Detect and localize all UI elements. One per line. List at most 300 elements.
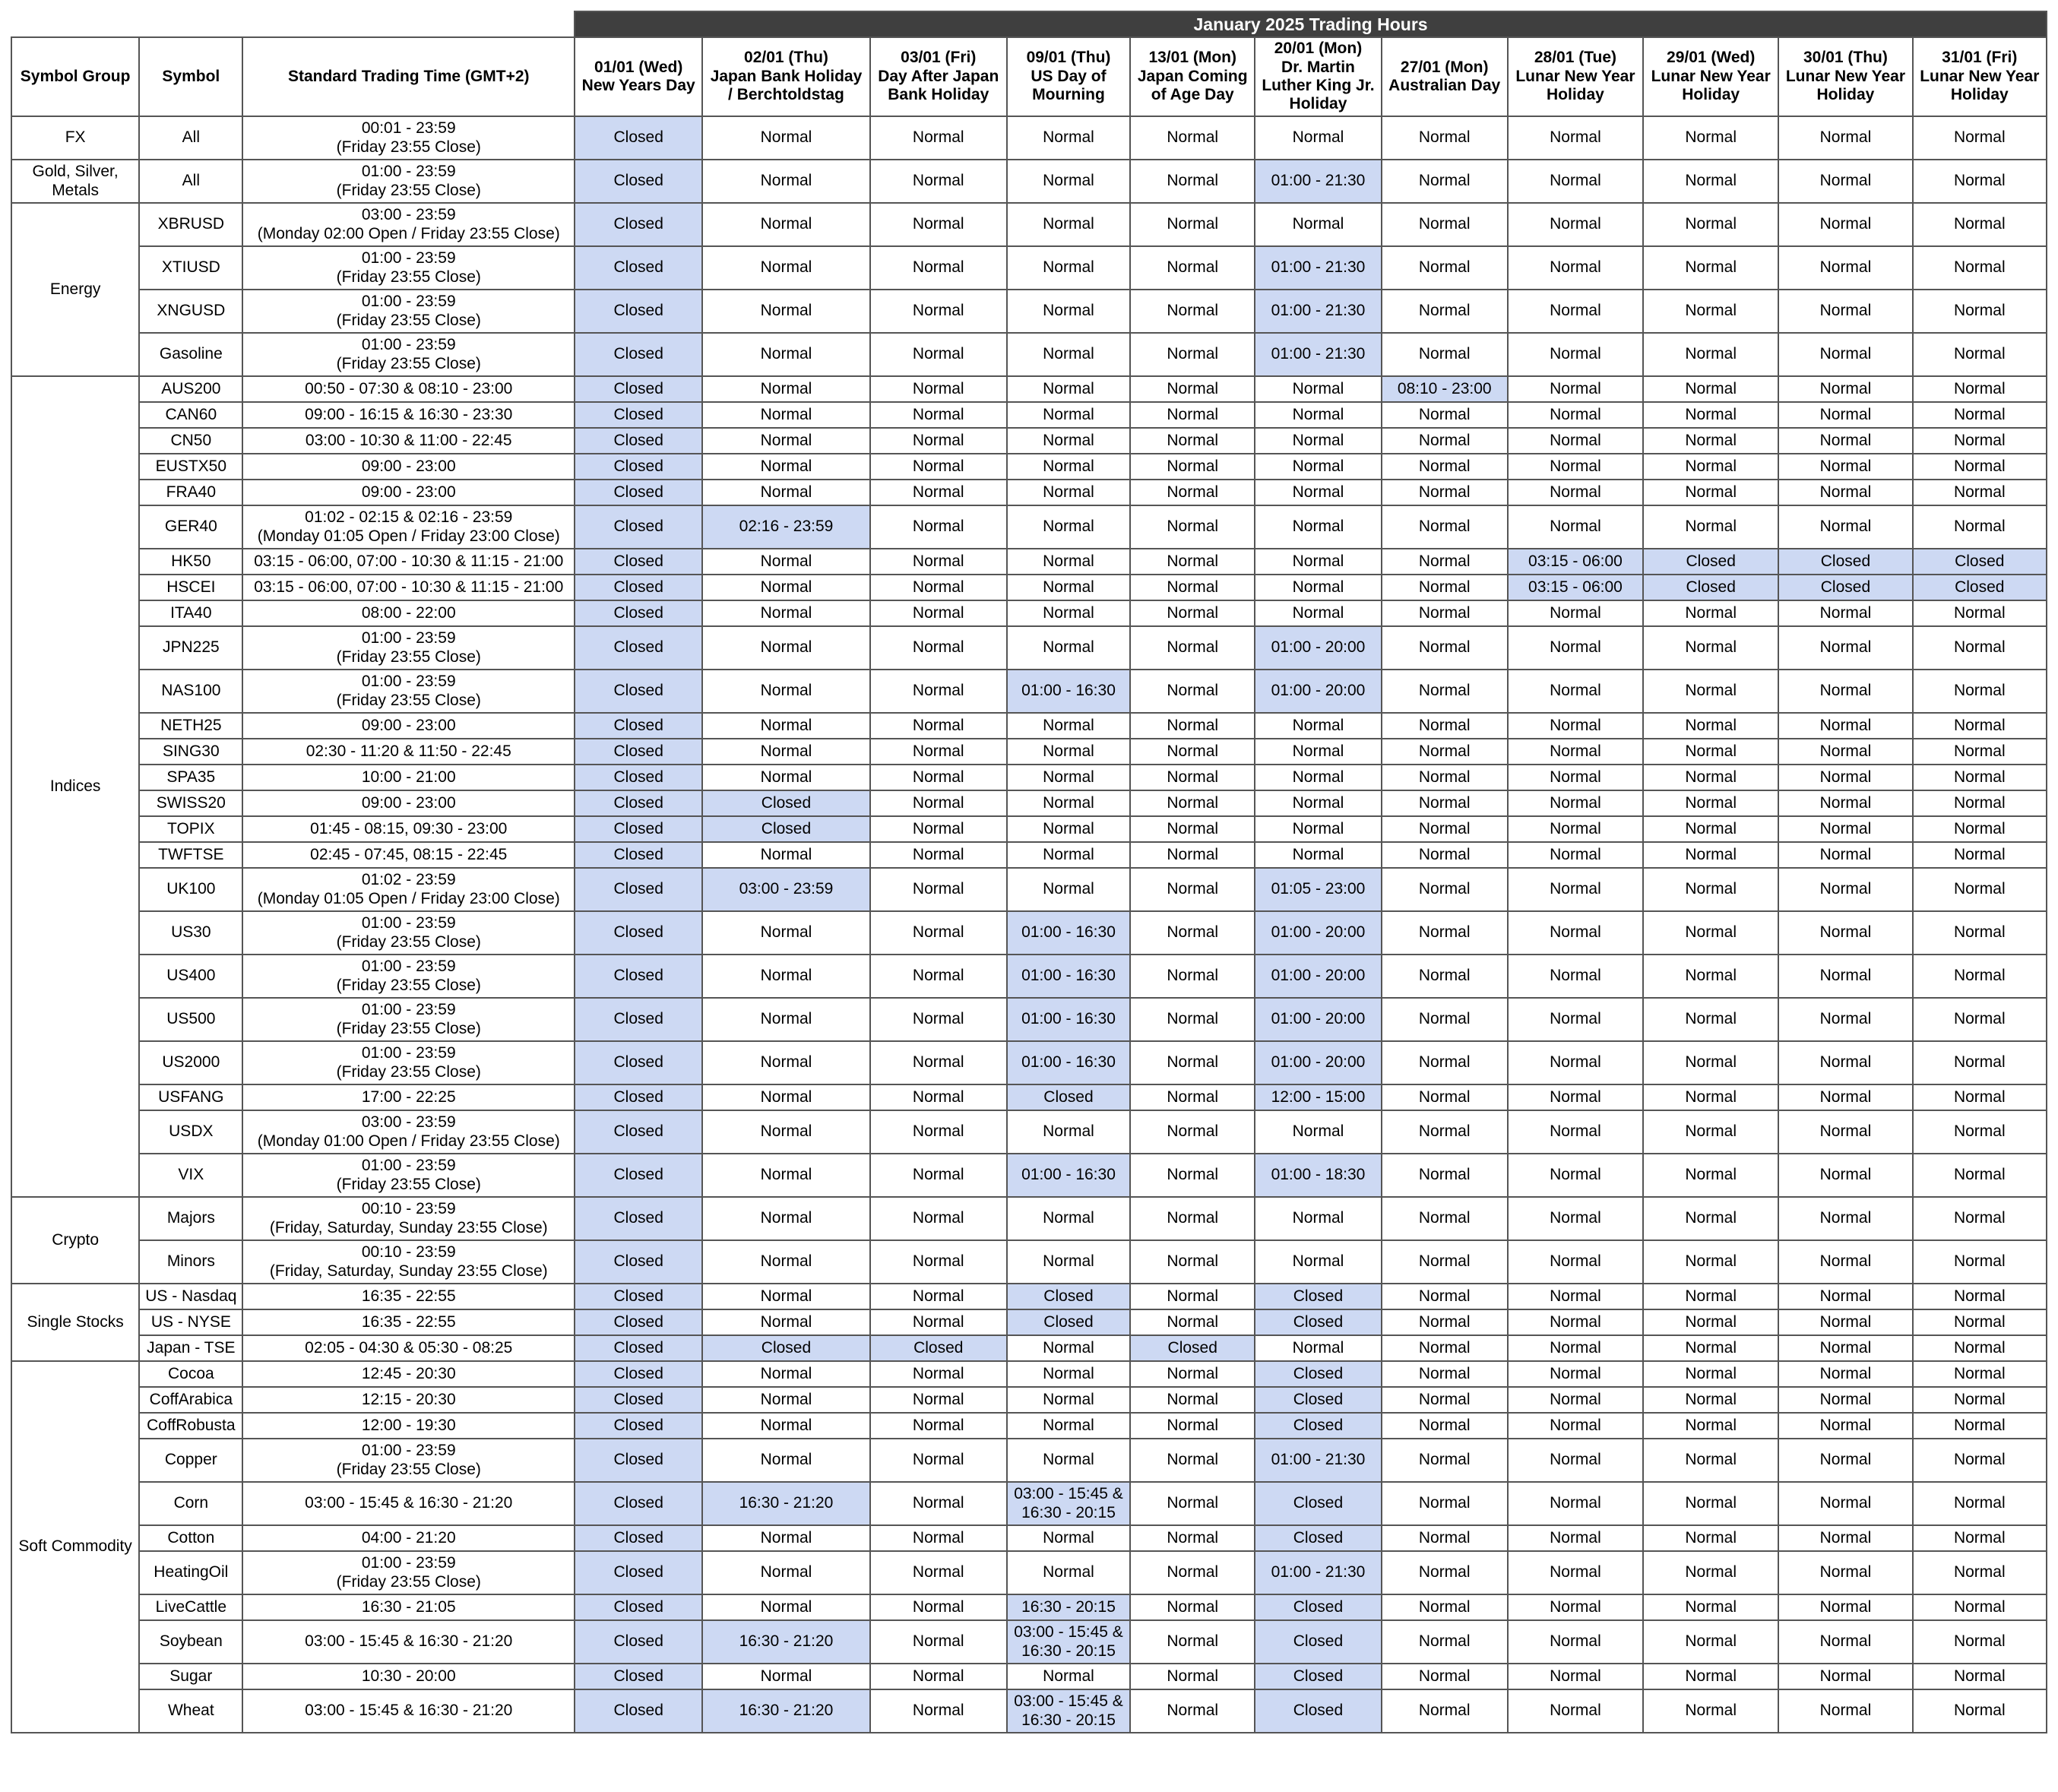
- day-hours-cell: Normal: [870, 739, 1007, 765]
- day-hours-cell: Closed: [575, 1664, 702, 1689]
- day-hours-cell: Closed: [575, 1197, 702, 1240]
- day-hours-cell: Normal: [702, 1361, 869, 1387]
- day-hours-cell: Normal: [1778, 955, 1912, 998]
- day-hours-cell: Normal: [1643, 454, 1778, 480]
- day-hours-cell: Normal: [702, 402, 869, 428]
- day-hours-cell: Normal: [1255, 428, 1381, 454]
- day-hours-cell: Normal: [1643, 842, 1778, 868]
- day-hours-cell: Normal: [1130, 739, 1255, 765]
- day-hours-cell: Normal: [1007, 868, 1130, 911]
- day-hours-cell: Normal: [870, 842, 1007, 868]
- day-hours-cell: Normal: [702, 290, 869, 333]
- day-hours-cell: Normal: [870, 402, 1007, 428]
- standard-time-cell: 09:00 - 16:15 & 16:30 - 23:30: [242, 402, 575, 428]
- col-header-day: 01/01 (Wed) New Years Day: [575, 37, 702, 116]
- day-hours-cell: Normal: [1382, 1439, 1508, 1482]
- day-hours-cell: Closed: [1007, 1084, 1130, 1110]
- day-hours-cell: Closed: [575, 1387, 702, 1413]
- day-hours-cell: Normal: [1508, 600, 1643, 626]
- day-hours-cell: Normal: [1255, 765, 1381, 790]
- day-hours-cell: Normal: [1778, 998, 1912, 1041]
- col-header-day: 31/01 (Fri) Lunar New Year Holiday: [1913, 37, 2047, 116]
- day-hours-cell: Normal: [1130, 1482, 1255, 1525]
- day-hours-cell: Normal: [1130, 998, 1255, 1041]
- day-hours-cell: Normal: [1508, 842, 1643, 868]
- day-hours-cell: Normal: [1382, 1594, 1508, 1620]
- day-hours-cell: Normal: [1508, 739, 1643, 765]
- day-hours-cell: Normal: [870, 1620, 1007, 1664]
- symbol-cell: USDX: [139, 1110, 242, 1154]
- day-hours-cell: Closed: [702, 816, 869, 842]
- symbol-cell: Majors: [139, 1197, 242, 1240]
- table-row: [11, 203, 2047, 246]
- day-hours-cell: Normal: [1508, 376, 1643, 402]
- day-hours-cell: Normal: [1508, 670, 1643, 713]
- day-hours-cell: Normal: [1130, 1689, 1255, 1733]
- day-hours-cell: Normal: [1913, 739, 2047, 765]
- standard-time-cell: 01:45 - 08:15, 09:30 - 23:00: [242, 816, 575, 842]
- symbol-cell: XTIUSD: [139, 246, 242, 290]
- day-hours-cell: Closed: [575, 868, 702, 911]
- day-hours-cell: Closed: [575, 1335, 702, 1361]
- day-hours-cell: Normal: [1508, 1041, 1643, 1084]
- symbol-cell: AUS200: [139, 376, 242, 402]
- day-hours-cell: 03:00 - 23:59: [702, 868, 869, 911]
- day-hours-cell: Normal: [1255, 842, 1381, 868]
- standard-time-cell: 01:00 - 23:59 (Friday 23:55 Close): [242, 1551, 575, 1594]
- day-hours-cell: 01:00 - 16:30: [1007, 1154, 1130, 1197]
- symbol-cell: SWISS20: [139, 790, 242, 816]
- day-hours-cell: Normal: [1643, 402, 1778, 428]
- table-row: [11, 1110, 2047, 1154]
- day-hours-cell: Normal: [1643, 1594, 1778, 1620]
- day-hours-cell: Normal: [1778, 116, 1912, 160]
- symbol-cell: US - NYSE: [139, 1309, 242, 1335]
- day-hours-cell: Normal: [1643, 765, 1778, 790]
- day-hours-cell: Normal: [702, 575, 869, 600]
- day-hours-cell: Closed: [575, 1361, 702, 1387]
- day-hours-cell: Normal: [870, 868, 1007, 911]
- day-hours-cell: Normal: [1778, 1551, 1912, 1594]
- table-row: [11, 600, 2047, 626]
- day-hours-cell: Normal: [1130, 1240, 1255, 1284]
- day-hours-cell: Normal: [1007, 116, 1130, 160]
- day-hours-cell: Normal: [1778, 376, 1912, 402]
- day-hours-cell: Normal: [1913, 1482, 2047, 1525]
- day-hours-cell: Closed: [1913, 575, 2047, 600]
- day-hours-cell: Closed: [575, 955, 702, 998]
- day-hours-cell: Normal: [870, 816, 1007, 842]
- day-hours-cell: Normal: [1778, 1482, 1912, 1525]
- day-hours-cell: Normal: [1913, 428, 2047, 454]
- table-body: [11, 116, 2047, 1733]
- day-hours-cell: Normal: [1778, 1413, 1912, 1439]
- day-hours-cell: Normal: [870, 765, 1007, 790]
- day-hours-cell: Normal: [1130, 1041, 1255, 1084]
- day-hours-cell: Normal: [702, 1197, 869, 1240]
- symbol-cell: Cotton: [139, 1525, 242, 1551]
- day-hours-cell: Normal: [1382, 160, 1508, 203]
- symbol-cell: USFANG: [139, 1084, 242, 1110]
- day-hours-cell: Normal: [1508, 116, 1643, 160]
- day-hours-cell: Normal: [1007, 203, 1130, 246]
- day-hours-cell: Normal: [1778, 1664, 1912, 1689]
- day-hours-cell: Normal: [1778, 1110, 1912, 1154]
- day-hours-cell: Normal: [1382, 428, 1508, 454]
- day-hours-cell: Normal: [1643, 376, 1778, 402]
- day-hours-cell: Normal: [1778, 203, 1912, 246]
- table-row: [11, 575, 2047, 600]
- day-hours-cell: Normal: [1130, 1439, 1255, 1482]
- day-hours-cell: Normal: [1007, 790, 1130, 816]
- day-hours-cell: Normal: [1508, 1284, 1643, 1309]
- day-hours-cell: Normal: [1778, 505, 1912, 549]
- day-hours-cell: Closed: [575, 998, 702, 1041]
- day-hours-cell: Normal: [1643, 1689, 1778, 1733]
- day-hours-cell: Normal: [870, 1084, 1007, 1110]
- day-hours-cell: Normal: [1643, 505, 1778, 549]
- table-row: [11, 1361, 2047, 1387]
- day-hours-cell: Normal: [702, 1551, 869, 1594]
- day-hours-cell: Normal: [1130, 1525, 1255, 1551]
- day-hours-cell: Normal: [1643, 203, 1778, 246]
- day-hours-cell: 01:00 - 20:00: [1255, 1041, 1381, 1084]
- day-hours-cell: Normal: [1255, 816, 1381, 842]
- standard-time-cell: 01:00 - 23:59 (Friday 23:55 Close): [242, 626, 575, 670]
- standard-time-cell: 00:01 - 23:59 (Friday 23:55 Close): [242, 116, 575, 160]
- day-hours-cell: Normal: [1382, 402, 1508, 428]
- day-hours-cell: Normal: [870, 1361, 1007, 1387]
- symbol-cell: CoffRobusta: [139, 1413, 242, 1439]
- day-hours-cell: Normal: [870, 428, 1007, 454]
- day-hours-cell: Normal: [1382, 790, 1508, 816]
- day-hours-cell: Normal: [1508, 713, 1643, 739]
- day-hours-cell: Normal: [1130, 1387, 1255, 1413]
- day-hours-cell: Normal: [1913, 1413, 2047, 1439]
- day-hours-cell: 16:30 - 21:20: [702, 1689, 869, 1733]
- day-hours-cell: Normal: [1778, 842, 1912, 868]
- day-hours-cell: 16:30 - 20:15: [1007, 1594, 1130, 1620]
- day-hours-cell: Normal: [1382, 739, 1508, 765]
- symbol-cell: VIX: [139, 1154, 242, 1197]
- day-hours-cell: 01:00 - 21:30: [1255, 246, 1381, 290]
- day-hours-cell: Normal: [1255, 454, 1381, 480]
- table-row: [11, 1387, 2047, 1413]
- day-hours-cell: Normal: [1913, 160, 2047, 203]
- day-hours-cell: Closed: [1255, 1361, 1381, 1387]
- day-hours-cell: Normal: [702, 1284, 869, 1309]
- standard-time-cell: 09:00 - 23:00: [242, 790, 575, 816]
- standard-time-cell: 04:00 - 21:20: [242, 1525, 575, 1551]
- day-hours-cell: Normal: [1007, 428, 1130, 454]
- standard-time-cell: 01:00 - 23:59 (Friday 23:55 Close): [242, 333, 575, 376]
- day-hours-cell: Normal: [702, 480, 869, 505]
- day-hours-cell: Normal: [1382, 713, 1508, 739]
- day-hours-cell: Normal: [1007, 626, 1130, 670]
- day-hours-cell: Normal: [1778, 1309, 1912, 1335]
- day-hours-cell: Normal: [1508, 1361, 1643, 1387]
- day-hours-cell: Normal: [1382, 1154, 1508, 1197]
- symbol-cell: Corn: [139, 1482, 242, 1525]
- day-hours-cell: Normal: [1643, 626, 1778, 670]
- day-hours-cell: Normal: [870, 203, 1007, 246]
- day-hours-cell: Closed: [1255, 1284, 1381, 1309]
- day-hours-cell: Normal: [1382, 1361, 1508, 1387]
- day-hours-cell: Normal: [870, 246, 1007, 290]
- day-hours-cell: Normal: [1130, 1110, 1255, 1154]
- symbol-cell: CoffArabica: [139, 1387, 242, 1413]
- day-hours-cell: Normal: [1643, 868, 1778, 911]
- day-hours-cell: Closed: [1255, 1620, 1381, 1664]
- table-row: [11, 290, 2047, 333]
- day-hours-cell: Normal: [1913, 842, 2047, 868]
- day-hours-cell: Normal: [1508, 998, 1643, 1041]
- day-hours-cell: Normal: [1778, 1525, 1912, 1551]
- standard-time-cell: 02:30 - 11:20 & 11:50 - 22:45: [242, 739, 575, 765]
- day-hours-cell: Closed: [1255, 1413, 1381, 1439]
- symbol-cell: Soybean: [139, 1620, 242, 1664]
- standard-time-cell: 03:00 - 15:45 & 16:30 - 21:20: [242, 1620, 575, 1664]
- col-header-day: 03/01 (Fri) Day After Japan Bank Holiday: [870, 37, 1007, 116]
- day-hours-cell: Normal: [1643, 290, 1778, 333]
- day-hours-cell: Closed: [575, 1041, 702, 1084]
- symbol-cell: UK100: [139, 868, 242, 911]
- standard-time-cell: 09:00 - 23:00: [242, 480, 575, 505]
- day-hours-cell: Normal: [1130, 626, 1255, 670]
- day-hours-cell: Normal: [1778, 290, 1912, 333]
- day-hours-cell: Normal: [1778, 1689, 1912, 1733]
- day-hours-cell: Normal: [1130, 600, 1255, 626]
- day-hours-cell: Normal: [702, 842, 869, 868]
- day-hours-cell: Normal: [1130, 480, 1255, 505]
- day-hours-cell: Normal: [1643, 1413, 1778, 1439]
- standard-time-cell: 16:35 - 22:55: [242, 1284, 575, 1309]
- day-hours-cell: Normal: [1508, 1240, 1643, 1284]
- day-hours-cell: Normal: [1778, 600, 1912, 626]
- day-hours-cell: Normal: [1643, 1110, 1778, 1154]
- day-hours-cell: Closed: [1643, 575, 1778, 600]
- day-hours-cell: Normal: [870, 376, 1007, 402]
- day-hours-cell: Normal: [1255, 790, 1381, 816]
- day-hours-cell: Normal: [1255, 575, 1381, 600]
- day-hours-cell: Normal: [1913, 1551, 2047, 1594]
- day-hours-cell: 01:00 - 21:30: [1255, 290, 1381, 333]
- day-hours-cell: Closed: [575, 290, 702, 333]
- day-hours-cell: Normal: [870, 1284, 1007, 1309]
- symbol-cell: US - Nasdaq: [139, 1284, 242, 1309]
- day-hours-cell: Normal: [1382, 290, 1508, 333]
- day-hours-cell: Normal: [1007, 600, 1130, 626]
- standard-time-cell: 03:00 - 10:30 & 11:00 - 22:45: [242, 428, 575, 454]
- day-hours-cell: Normal: [1382, 333, 1508, 376]
- standard-time-cell: 10:00 - 21:00: [242, 765, 575, 790]
- table-row: [11, 868, 2047, 911]
- day-hours-cell: Normal: [702, 1240, 869, 1284]
- day-hours-cell: Normal: [870, 1110, 1007, 1154]
- table-row: [11, 1154, 2047, 1197]
- day-hours-cell: Normal: [1913, 1041, 2047, 1084]
- day-hours-cell: Normal: [1508, 955, 1643, 998]
- day-hours-cell: Normal: [1643, 1240, 1778, 1284]
- day-hours-cell: Closed: [575, 1620, 702, 1664]
- col-header-day: 27/01 (Mon) Australian Day: [1382, 37, 1508, 116]
- col-header-standard-time: Standard Trading Time (GMT+2): [242, 37, 575, 116]
- day-hours-cell: Normal: [1913, 1197, 2047, 1240]
- day-hours-cell: Normal: [702, 739, 869, 765]
- day-hours-cell: Normal: [1643, 1387, 1778, 1413]
- day-hours-cell: Normal: [1382, 765, 1508, 790]
- symbol-group-cell: Indices: [11, 376, 139, 1197]
- day-hours-cell: Normal: [702, 1309, 869, 1335]
- day-hours-cell: Normal: [1007, 505, 1130, 549]
- day-hours-cell: Normal: [1130, 765, 1255, 790]
- day-hours-cell: Normal: [1382, 549, 1508, 575]
- day-hours-cell: Normal: [1913, 1154, 2047, 1197]
- day-hours-cell: Normal: [1255, 203, 1381, 246]
- day-hours-cell: Closed: [575, 1413, 702, 1439]
- day-hours-cell: 03:00 - 15:45 & 16:30 - 20:15: [1007, 1482, 1130, 1525]
- day-hours-cell: Normal: [1508, 765, 1643, 790]
- symbol-cell: Japan - TSE: [139, 1335, 242, 1361]
- day-hours-cell: Normal: [870, 1551, 1007, 1594]
- day-hours-cell: Normal: [1913, 1439, 2047, 1482]
- day-hours-cell: Normal: [702, 1413, 869, 1439]
- day-hours-cell: Normal: [702, 713, 869, 739]
- day-hours-cell: Normal: [1130, 1551, 1255, 1594]
- day-hours-cell: Normal: [1643, 790, 1778, 816]
- day-hours-cell: Normal: [1382, 1284, 1508, 1309]
- day-hours-cell: Normal: [702, 955, 869, 998]
- day-hours-cell: Normal: [1778, 246, 1912, 290]
- symbol-group-cell: FX: [11, 116, 139, 160]
- day-hours-cell: Normal: [1382, 1110, 1508, 1154]
- day-hours-cell: Closed: [575, 911, 702, 955]
- day-hours-cell: Normal: [1643, 600, 1778, 626]
- table-row: [11, 376, 2047, 402]
- standard-time-cell: 03:15 - 06:00, 07:00 - 10:30 & 11:15 - 21:00: [242, 575, 575, 600]
- day-hours-cell: Normal: [1778, 1361, 1912, 1387]
- standard-time-cell: 09:00 - 23:00: [242, 454, 575, 480]
- standard-time-cell: 08:00 - 22:00: [242, 600, 575, 626]
- day-hours-cell: 16:30 - 21:20: [702, 1482, 869, 1525]
- day-hours-cell: Normal: [702, 333, 869, 376]
- day-hours-cell: Closed: [575, 1482, 702, 1525]
- day-hours-cell: Closed: [702, 1335, 869, 1361]
- standard-time-cell: 01:00 - 23:59 (Friday 23:55 Close): [242, 670, 575, 713]
- day-hours-cell: Normal: [1643, 1041, 1778, 1084]
- day-hours-cell: Normal: [870, 1154, 1007, 1197]
- day-hours-cell: Normal: [1130, 428, 1255, 454]
- day-hours-cell: Normal: [1913, 790, 2047, 816]
- col-header-symbol-group: Symbol Group: [11, 37, 139, 116]
- blank-corner: [11, 11, 575, 37]
- day-hours-cell: Normal: [1508, 1309, 1643, 1335]
- day-hours-cell: Normal: [1913, 1110, 2047, 1154]
- day-hours-cell: Normal: [1643, 955, 1778, 998]
- day-hours-cell: Normal: [1643, 1154, 1778, 1197]
- day-hours-cell: Normal: [1255, 713, 1381, 739]
- day-hours-cell: Normal: [870, 1041, 1007, 1084]
- standard-time-cell: 01:00 - 23:59 (Friday 23:55 Close): [242, 246, 575, 290]
- day-hours-cell: Normal: [1508, 1620, 1643, 1664]
- day-hours-cell: Normal: [1007, 1361, 1130, 1387]
- day-hours-cell: Normal: [1643, 713, 1778, 739]
- day-hours-cell: Normal: [1382, 626, 1508, 670]
- day-hours-cell: Normal: [702, 1525, 869, 1551]
- day-hours-cell: Normal: [702, 116, 869, 160]
- day-hours-cell: Normal: [1130, 1154, 1255, 1197]
- day-hours-cell: Normal: [1130, 1284, 1255, 1309]
- table-row: [11, 670, 2047, 713]
- day-hours-cell: Normal: [1382, 816, 1508, 842]
- day-hours-cell: Normal: [1643, 1525, 1778, 1551]
- day-hours-cell: Normal: [1778, 911, 1912, 955]
- day-hours-cell: Closed: [1255, 1309, 1381, 1335]
- day-hours-cell: Normal: [1130, 1594, 1255, 1620]
- standard-time-cell: 03:15 - 06:00, 07:00 - 10:30 & 11:15 - 21:00: [242, 549, 575, 575]
- day-hours-cell: Normal: [870, 1197, 1007, 1240]
- day-hours-cell: Normal: [1007, 1240, 1130, 1284]
- day-hours-cell: Normal: [1643, 428, 1778, 454]
- symbol-cell: US30: [139, 911, 242, 955]
- day-hours-cell: Normal: [1643, 116, 1778, 160]
- day-hours-cell: Normal: [1913, 203, 2047, 246]
- day-hours-cell: Normal: [1508, 1197, 1643, 1240]
- table-row: [11, 1309, 2047, 1335]
- day-hours-cell: Normal: [1913, 713, 2047, 739]
- day-hours-cell: Normal: [870, 790, 1007, 816]
- day-hours-cell: Normal: [1382, 575, 1508, 600]
- day-hours-cell: Closed: [575, 1689, 702, 1733]
- day-hours-cell: Normal: [702, 1664, 869, 1689]
- day-hours-cell: Normal: [702, 428, 869, 454]
- day-hours-cell: Normal: [1007, 1525, 1130, 1551]
- day-hours-cell: Normal: [1382, 454, 1508, 480]
- day-hours-cell: Normal: [1778, 480, 1912, 505]
- symbol-group-cell: Crypto: [11, 1197, 139, 1284]
- day-hours-cell: Normal: [1643, 1361, 1778, 1387]
- day-hours-cell: Normal: [1778, 1439, 1912, 1482]
- day-hours-cell: Closed: [1255, 1594, 1381, 1620]
- day-hours-cell: Normal: [1130, 1197, 1255, 1240]
- day-hours-cell: Normal: [1643, 911, 1778, 955]
- day-hours-cell: Normal: [702, 670, 869, 713]
- day-hours-cell: Normal: [1643, 333, 1778, 376]
- day-hours-cell: Normal: [870, 1482, 1007, 1525]
- day-hours-cell: Closed: [575, 1309, 702, 1335]
- day-hours-cell: Normal: [870, 575, 1007, 600]
- day-hours-cell: Normal: [1130, 549, 1255, 575]
- day-hours-cell: Normal: [1913, 670, 2047, 713]
- day-hours-cell: Normal: [1382, 1413, 1508, 1439]
- day-hours-cell: Normal: [870, 1387, 1007, 1413]
- day-hours-cell: Normal: [1007, 246, 1130, 290]
- day-hours-cell: Normal: [1130, 454, 1255, 480]
- table-row: [11, 1041, 2047, 1084]
- day-hours-cell: Normal: [1007, 1387, 1130, 1413]
- day-hours-cell: Closed: [575, 203, 702, 246]
- day-hours-cell: Closed: [1778, 549, 1912, 575]
- standard-time-cell: 02:45 - 07:45, 08:15 - 22:45: [242, 842, 575, 868]
- day-hours-cell: Normal: [1382, 505, 1508, 549]
- day-hours-cell: Closed: [575, 765, 702, 790]
- day-hours-cell: Normal: [1913, 626, 2047, 670]
- symbol-cell: Gasoline: [139, 333, 242, 376]
- day-hours-cell: 01:00 - 16:30: [1007, 670, 1130, 713]
- day-hours-cell: Normal: [1007, 402, 1130, 428]
- day-hours-cell: Closed: [1255, 1482, 1381, 1525]
- day-hours-cell: Normal: [870, 290, 1007, 333]
